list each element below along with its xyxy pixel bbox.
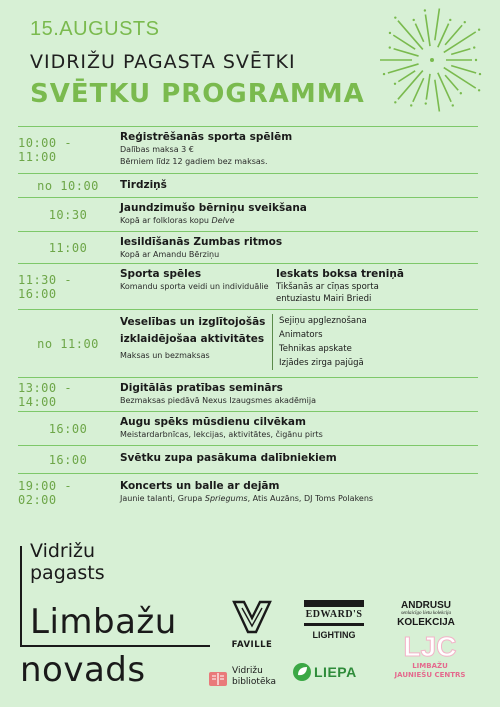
leaf-icon (292, 662, 312, 682)
schedule-row (18, 174, 478, 198)
time-label: 19:00 - 02:00 (18, 479, 73, 507)
limbazu-jauniesu-centrs-logo: LJC LIMBAŽU JAUNIEŠU CENTRS (384, 632, 476, 680)
schedule-row (18, 264, 478, 310)
event-title: Reģistrēšanās sporta spēlēm (120, 131, 293, 143)
faville-icon (230, 598, 274, 636)
event-detail: Tikšanās ar cīņas sporta (276, 282, 379, 292)
page-title: SVĒTKU PROGRAMMA (30, 79, 365, 109)
schedule-row (18, 198, 478, 232)
schedule-row (18, 310, 478, 378)
event-title: Tirdziņš (120, 179, 167, 191)
event-detail: Jaunie talanti, Grupa Spriegums, Atis Auzāns, DJ Toms Polakens (120, 494, 374, 503)
event-detail: Dalības maksa 3 € (120, 145, 194, 154)
andrusu-kolekcija-logo: ANDRUSU senlaicīgo lietu kolekcija KOLEKCIJA (397, 600, 455, 628)
time-label: 16:00 (48, 452, 88, 467)
event-title: Veselības un izglītojošās (120, 316, 266, 328)
parish-name: Vidrižu pagasts (30, 540, 105, 584)
ljc-mark: LJC (403, 631, 457, 662)
list-item: Tehnikas apskate (279, 344, 352, 354)
schedule-row (18, 126, 478, 174)
time-label: no 10:00 (37, 178, 99, 193)
schedule-row (18, 232, 478, 264)
list-item: Sejiņu apgleznošana (279, 316, 367, 326)
event-title: Augu spēks mūsdienu cilvēkam (120, 416, 306, 428)
schedule (18, 126, 478, 512)
time-label: 10:00 - 11:00 (18, 136, 73, 164)
event-detail: Maksas un bezmaksas (120, 351, 210, 360)
brand-divider (20, 645, 210, 647)
activity-list (272, 314, 478, 370)
county-label: novads (20, 650, 146, 690)
event-detail: Kopā ar Amandu Bērziņu (120, 250, 220, 259)
event-title: izklaidējošaa aktivitātes (120, 333, 265, 345)
ensemble-name: Delve (211, 216, 235, 225)
vidrizu-biblioteka-logo: Vidrižu bibliotēka (208, 666, 292, 688)
book-icon (208, 670, 228, 688)
event-detail: Bērniem līdz 12 gadiem bez maksas. (120, 157, 268, 166)
event-detail: Kopā ar folkloras kopu Delve (120, 216, 235, 225)
schedule-row (18, 474, 478, 512)
time-label: 11:00 (48, 240, 88, 255)
event-title: Digitālās pratības seminārs (120, 382, 283, 394)
brand-divider (20, 546, 22, 646)
list-item: Animators (279, 330, 323, 340)
liepa-logo: LIEPA (292, 662, 372, 682)
event-title: Jaundzimušo bērniņu sveikšana (120, 202, 307, 214)
event-title: Koncerts un balle ar dejām (120, 480, 280, 492)
event-detail: Meistardarbnīcas, lekcijas, aktivitātes, čigānu pirts (120, 430, 323, 439)
time-label: 11:30 - 16:00 (18, 272, 73, 301)
time-label: 13:00 - 14:00 (18, 380, 73, 409)
time-label: 16:00 (48, 421, 88, 436)
event-detail: Bezmaksas piedāvā Nexus Izaugsmes akadēmija (120, 396, 317, 405)
event-date: 15.AUGUSTS (30, 18, 160, 40)
event-title: Sporta spēles (120, 268, 202, 280)
event-subtitle: VIDRIŽU PAGASTA SVĒTKI (30, 51, 296, 73)
schedule-row (18, 446, 478, 474)
schedule-row (18, 412, 478, 446)
time-label: 10:30 (48, 207, 88, 222)
list-item: Izjādes zirga pajūgā (279, 358, 364, 368)
firework-icon (378, 6, 486, 114)
time-label: no 11:00 (37, 336, 99, 351)
event-detail: Komandu sporta veidi un individuālie (120, 282, 269, 291)
edwards-lighting-logo: EDWARD'S LIGHTING (298, 600, 370, 640)
event-title: Svētku zupa pasākuma dalībniekiem (120, 452, 337, 464)
band-name: Spriegums (204, 494, 248, 503)
faville-logo: FAVILLE (226, 598, 278, 650)
event-title: Iesildīšanās Zumbas ritmos (120, 236, 283, 248)
event-detail: entuziastu Mairi Briedi (276, 294, 372, 304)
county-name: Limbažu (30, 602, 177, 642)
event-title: Ieskats boksa treniņā (276, 268, 404, 280)
schedule-row (18, 378, 478, 412)
